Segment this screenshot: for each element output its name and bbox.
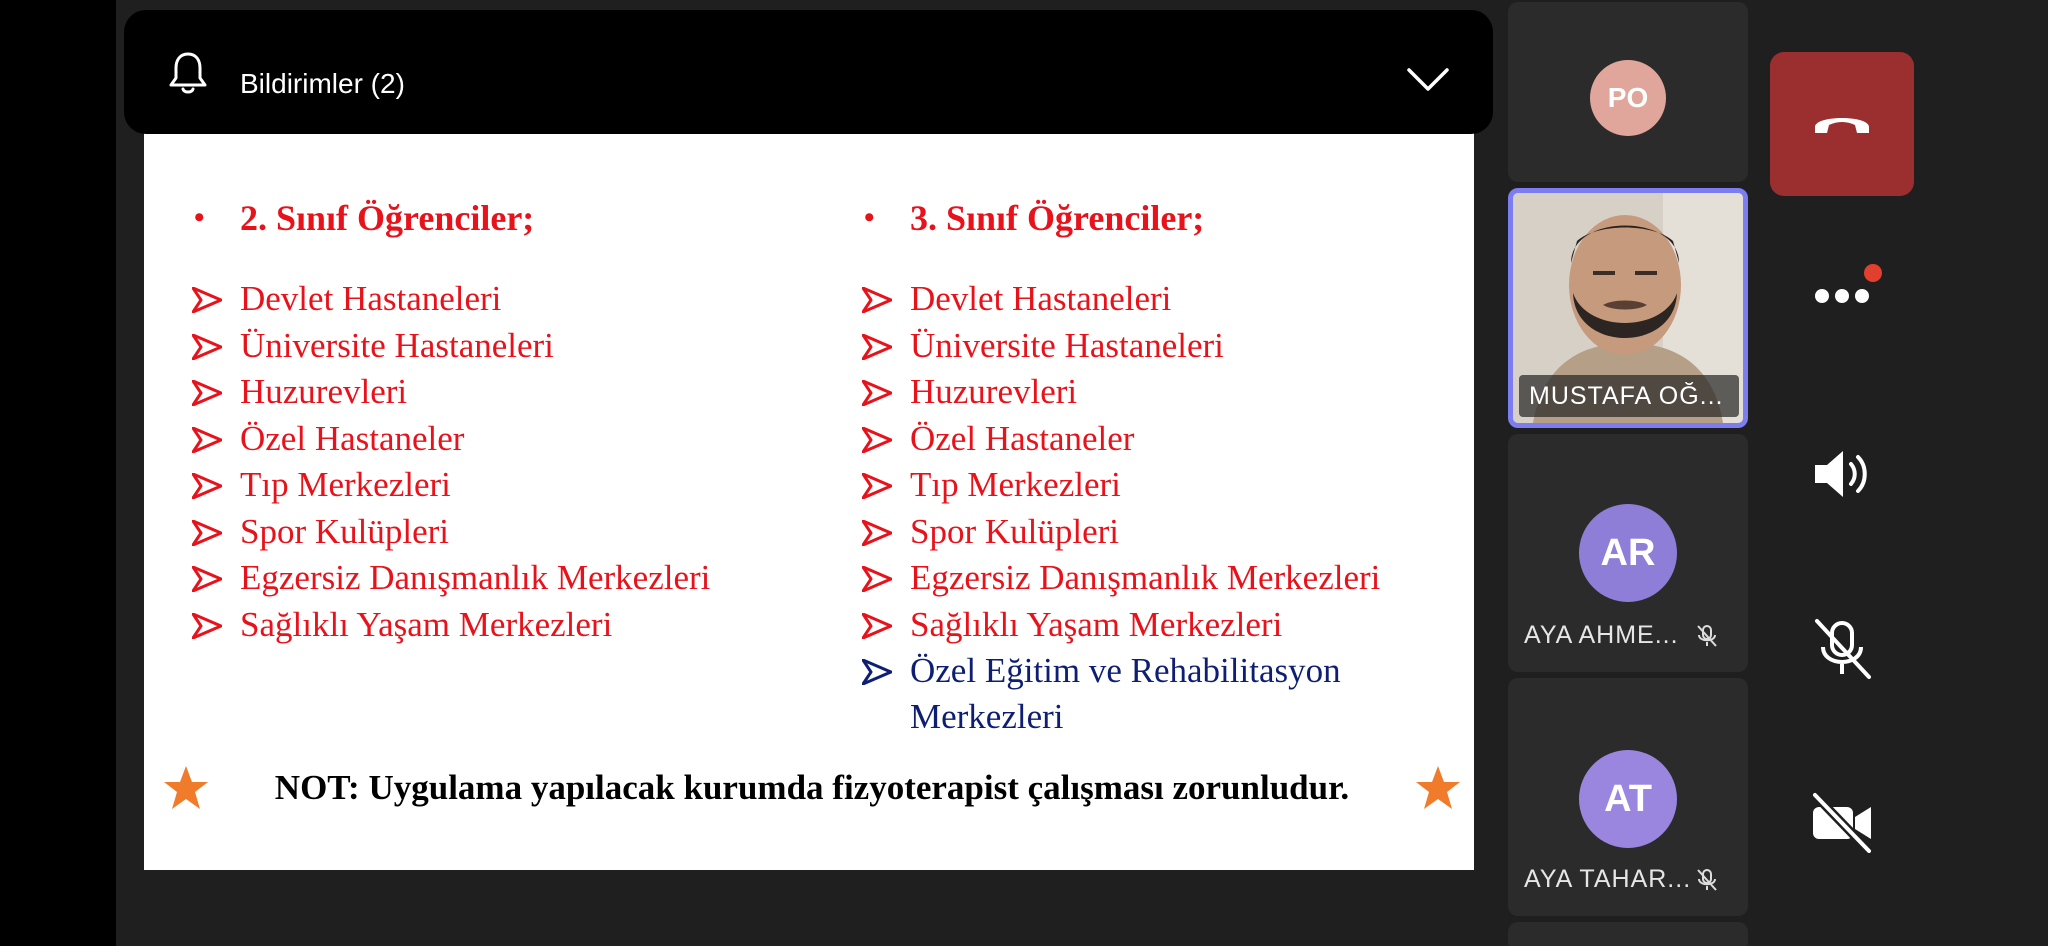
end-call-button[interactable] (1770, 52, 1914, 196)
participant-tile[interactable] (1508, 434, 1748, 672)
list-item (862, 369, 1402, 416)
list-item (862, 276, 1402, 323)
list-item-label: Üniversite Hastaneleri (240, 325, 554, 365)
right-column-heading (862, 188, 1402, 248)
list-item-label: Spor Kulüpleri (910, 511, 1120, 551)
list-item-label: Egzersiz Danışmanlık Merkezleri (240, 558, 711, 597)
list-item-label: Özel Eğitim ve Rehabilitasyon Merkezleri (910, 651, 1341, 736)
list-item (862, 416, 1402, 463)
left-column-heading (192, 188, 710, 248)
avatar-initials: AR (1600, 531, 1656, 574)
speaker-button[interactable] (1776, 408, 1908, 540)
arrow-bullet-icon (862, 613, 892, 639)
mic-button[interactable] (1776, 582, 1908, 714)
avatar (1590, 60, 1666, 136)
participant-name: AYA AHME... (1524, 621, 1679, 649)
list-item-label: Tıp Merkezleri (910, 465, 1121, 504)
avatar-initials: PO (1607, 82, 1649, 113)
list-item-label: Üniversite Hastaneleri (910, 325, 1224, 365)
list-item (862, 462, 1402, 509)
arrow-bullet-icon (192, 427, 222, 453)
list-item-label: Spor Kulüpleri (240, 511, 450, 551)
arrow-bullet-icon (192, 566, 222, 592)
arrow-bullet-icon (862, 334, 892, 360)
speaker-icon (1811, 446, 1873, 502)
list-item (192, 509, 710, 556)
list-item (192, 416, 710, 463)
right-heading-text: 3. Sınıf Öğrenciler; (910, 198, 1205, 238)
arrow-bullet-icon (862, 380, 892, 406)
list-item-label: Egzersiz Danışmanlık Merkezleri (910, 558, 1381, 597)
arrow-bullet-icon (862, 659, 892, 685)
participant-name: AYA TAHAR... (1524, 865, 1692, 893)
left-heading-text: 2. Sınıf Öğrenciler; (240, 198, 535, 238)
note-text: NOT: Uygulama yapılacak kurumda fizyoterapist çalışması zorunludur. (274, 768, 1350, 807)
participant-video-tile[interactable] (1508, 188, 1748, 428)
list-item-label: Özel Hastaneler (240, 418, 465, 458)
list-item (192, 462, 710, 509)
list-item (862, 323, 1402, 370)
star-icon (162, 764, 210, 812)
arrow-bullet-icon (192, 613, 222, 639)
right-list (862, 276, 1402, 740)
avatar (1579, 504, 1677, 602)
list-item (192, 555, 710, 602)
avatar-initials: AT (1604, 777, 1652, 820)
participant-tile[interactable] (1508, 922, 1748, 946)
list-item-label: Devlet Hastaneleri (910, 279, 1172, 318)
left-list (192, 276, 710, 648)
arrow-bullet-icon (862, 566, 892, 592)
list-item (862, 555, 1402, 602)
list-item-label: Sağlıklı Yaşam Merkezleri (910, 604, 1283, 644)
list-item (192, 369, 710, 416)
slide-note (162, 758, 1462, 818)
list-item (192, 323, 710, 370)
bell-icon (166, 50, 210, 96)
right-column (862, 188, 1402, 740)
camera-button[interactable] (1776, 756, 1908, 888)
list-item-label: Devlet Hastaneleri (240, 279, 502, 318)
arrow-bullet-icon (192, 473, 222, 499)
camera-off-icon (1809, 791, 1875, 853)
list-item (862, 509, 1402, 556)
list-item (192, 602, 710, 649)
mic-off-icon (1811, 617, 1873, 679)
list-item-label: Huzurevleri (240, 372, 408, 411)
list-item-extra (862, 648, 1402, 740)
list-item-label: Tıp Merkezleri (240, 465, 451, 504)
arrow-bullet-icon (862, 427, 892, 453)
list-item-label: Özel Hastaneler (910, 418, 1135, 458)
avatar (1579, 750, 1677, 848)
left-column (192, 188, 710, 648)
mic-muted-icon (1696, 624, 1718, 648)
arrow-bullet-icon (862, 520, 892, 546)
list-item-label: Huzurevleri (910, 372, 1078, 411)
more-button[interactable] (1776, 230, 1908, 362)
notification-banner[interactable] (124, 10, 1493, 134)
shared-slide (144, 128, 1474, 870)
notification-title: Bildirimler (2) (240, 68, 405, 99)
phone-hangup-icon (1811, 109, 1873, 139)
more-dots-icon (1814, 288, 1870, 304)
arrow-bullet-icon (192, 287, 222, 313)
star-icon (1414, 764, 1462, 812)
participant-name-bar (1519, 375, 1739, 417)
list-item-label: Sağlıklı Yaşam Merkezleri (240, 604, 613, 644)
bullet-dot-icon: • (864, 201, 875, 234)
arrow-bullet-icon (862, 473, 892, 499)
chevron-down-icon[interactable] (1406, 66, 1450, 94)
bullet-dot-icon: • (194, 201, 205, 234)
arrow-bullet-icon (192, 520, 222, 546)
arrow-bullet-icon (862, 287, 892, 313)
arrow-bullet-icon (192, 380, 222, 406)
mic-muted-icon (1696, 868, 1718, 892)
participant-name: MUSTAFA OĞ... (1529, 382, 1724, 410)
arrow-bullet-icon (192, 334, 222, 360)
notification-dot (1864, 264, 1882, 282)
participant-tile[interactable] (1508, 678, 1748, 916)
list-item (862, 602, 1402, 649)
participant-tile[interactable] (1508, 2, 1748, 182)
list-item (192, 276, 710, 323)
